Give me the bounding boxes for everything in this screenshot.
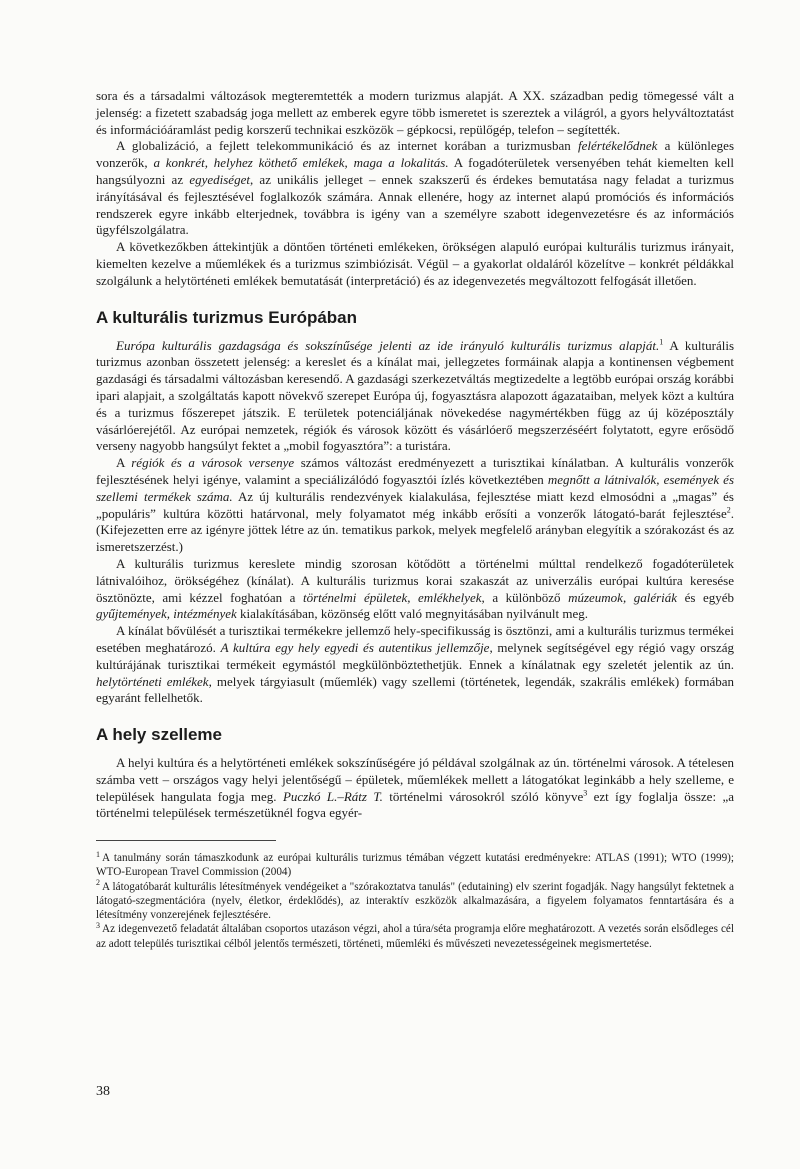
footnote-ref-1[interactable]: 1 <box>659 337 664 347</box>
footnote-3: $^3$ Az idegenvezető feladatát általában csoportos utazáson végzi, ahol a túra/séta programja előre meghatározott. A vezetés során elsődleges cél az adott település turisztikai célból jelentős természeti, történeti, műemléki és művészeti nevezetességeinek megismertetése. <box>96 920 734 950</box>
section-heading-spirit-of-place: A hely szelleme <box>96 725 222 745</box>
footnote-divider <box>96 840 276 841</box>
page-number: 38 <box>96 1084 110 1099</box>
globalization-paragraph: A globalizáció, a fejlett telekommunikáció és az internet korában a turizmusban felértékelődnek a különleges vonzerők, a konkrét, helyhez köthető emlékek, maga a lokalitás. A fogadóterületek versenyében tehát kiemelten kell hangsúlyozni az egyediséget, az unikális jelleget – ennek szakszerű és érdekes bemutatása nagy feladat a turizmus irányításával és fejlesztésével foglalkozók számára. Annak ellenére, hogy az internet alapú promóciós és információs rendszerek egyre inkább elterjednek, továbbra is igény van a személyre szabott idegenvezetésre és az információs ügyfélszolgálatra. <box>96 138 734 238</box>
footnote-ref-2[interactable]: 2 <box>726 505 731 515</box>
page-body <box>96 88 734 951</box>
section1-paragraph-1: Európa kulturális gazdagsága és sokszínűsége jelenti az ide irányuló kulturális turizmus alapját.$^1$ A kulturális turizmus azonban összetett jelenség: a kereslet és a kínálat mai, jellegzetes formáinak alapja a kontinensen végbement gazdasági és társadalmi változásban keresendő. A gazdasági szerkezetváltás megtizedelte a legtöbb európai ország korábbi ipari alapjait, a szolgáltatás kapott növekvő szerepet Európa új, fogyasztásra alapozott ágazataiban, melyek közt a kultúra és a turizmus főszerepet játszik. E területek potenciáljának növekedése nagymértékben függ az új középosztály vásárlóerejétől. Az európai nemzetek, régiók és városok között és vásárlóerő megszerzéséért folytatott, egyre erősödő verseny nagyobb hangsúlyt fektet a „mobil fogyasztóra”: a turistára. <box>96 337 735 454</box>
overview-paragraph: A következőkben áttekintjük a döntően történeti emlékeken, örökségen alapuló európai kulturális turizmus irányait, kiemelten kezelve a műemlékek és a turizmus szimbiózisát. Végül – a gyakorlat oldaláról közelítve – konkrét példákkal szolgálunk a helytörténeti emlékek bemutatását (interpretáció) és az idegenvezetés megváltozott felfogását illetően. <box>96 239 734 288</box>
section-heading-cultural-tourism: A kulturális turizmus Európában <box>96 307 358 327</box>
intro-paragraph: sora és a társadalmi változások megteremtették a modern turizmus alapját. A XX. században pedig tömegessé vált a jelenség: a fizetett szabadság joga mellett az emberek egyre több ismeretet is szereztek a világról, a gyors helyváltoztatást és információáramlást pedig korszerű technikai eszközök – gépkocsi, repülőgép, telefon – segítették. <box>96 88 734 137</box>
footnote-ref-3[interactable]: 3 <box>583 788 588 798</box>
section1-paragraph-4: A kínálat bővülését a turisztikai termékekre jellemző hely-specifikusság is ösztönzi, ami a kulturális turizmus termékei esetében meghatározó. A kultúra egy hely egyedi és autentikus jellemzője, melynek segítségével egy régió vagy ország kultúrájának turisztikai termékeit egymástól megkülönböztethetjük. Ennek a kínálatnak egy szeletét jelentik az ún. helytörténeti emlékek, melyek tárgyiasult (műemlék) vagy szellemi (történetek, legendák, szakrális emlékek) formában egyaránt fellelhetők. <box>96 623 734 706</box>
footnote-1: $^1$ A tanulmány során támaszkodunk az európai kulturális turizmus témában végzett kutatási eredményekre: ATLAS (1991); WTO (1999); WTO-European Travel Commission (2004) <box>96 849 734 879</box>
section2-paragraph-1: A helyi kultúra és a helytörténeti emlékek sokszínűségére jó példával szolgálnak az ún. történelmi városok. A tételesen számba vett – országos vagy helyi jelentőségű – épületek, műemlékek mellett a látogatókat leginkább a hely szelleme, e települések hangulata fogja meg. Puczkó L.–Rátz T. történelmi városokról szóló könyve$^3$ ezt így foglalja össze: „a történelmi települések természetüknél fogva egyér- <box>96 755 734 821</box>
footnote-2: $^2$ A látogatóbarát kulturális létesítmények vendégeiket a "szórakoztatva tanulás" (edutaining) elv szerint fogadják. Nagy hangsúlyt fektetnek a látogató-szegmentációra (nyelv, életkor, érdeklődés), az interaktív eszközök alkalmazására, a figyelem folyamatos fenntartására és a létesítmény vonzerejének fejlesztésére. <box>96 877 734 922</box>
section1-paragraph-3: A kulturális turizmus kereslete mindig szorosan kötődött a történelmi múlttal rendelkező fogadóterületek látnivalóihoz, örökségéhez (kínálat). A kulturális turizmus korai szakaszát az univerzális európai kultúra keresése ösztönözte, ami kézzel foghatóan a történelmi épületek, emlékhelyek, a különböző múzeumok, galériák és egyéb gyűjtemények, intézmények kialakításában, közönség előtt való megnyitásában nyilvánult meg. <box>96 555 735 622</box>
section1-paragraph-2: A régiók és a városok versenye számos változást eredményezett a turisztikai kínálatban. A kulturális vonzerők fejlesztésének helyi igénye, valamint a speciálizálódó fogyasztói ízlés következtében megnőtt a látnivalók, események és szellemi termékek száma. Az új kulturális rendezvények kialakulása, fejlesztése miatt kezd elmosódni a „magas” és „populáris” kultúra közötti határvonal, mely folyamatot még inkább erősíti a vonzerők látogató-barát fejlesztése$^2$. (Kifejezetten erre az igényre jöttek létre az ún. tematikus parkok, melyek megfelelő arányban elegyítik a szórakozást és az ismeretszerzést.) <box>96 455 735 555</box>
